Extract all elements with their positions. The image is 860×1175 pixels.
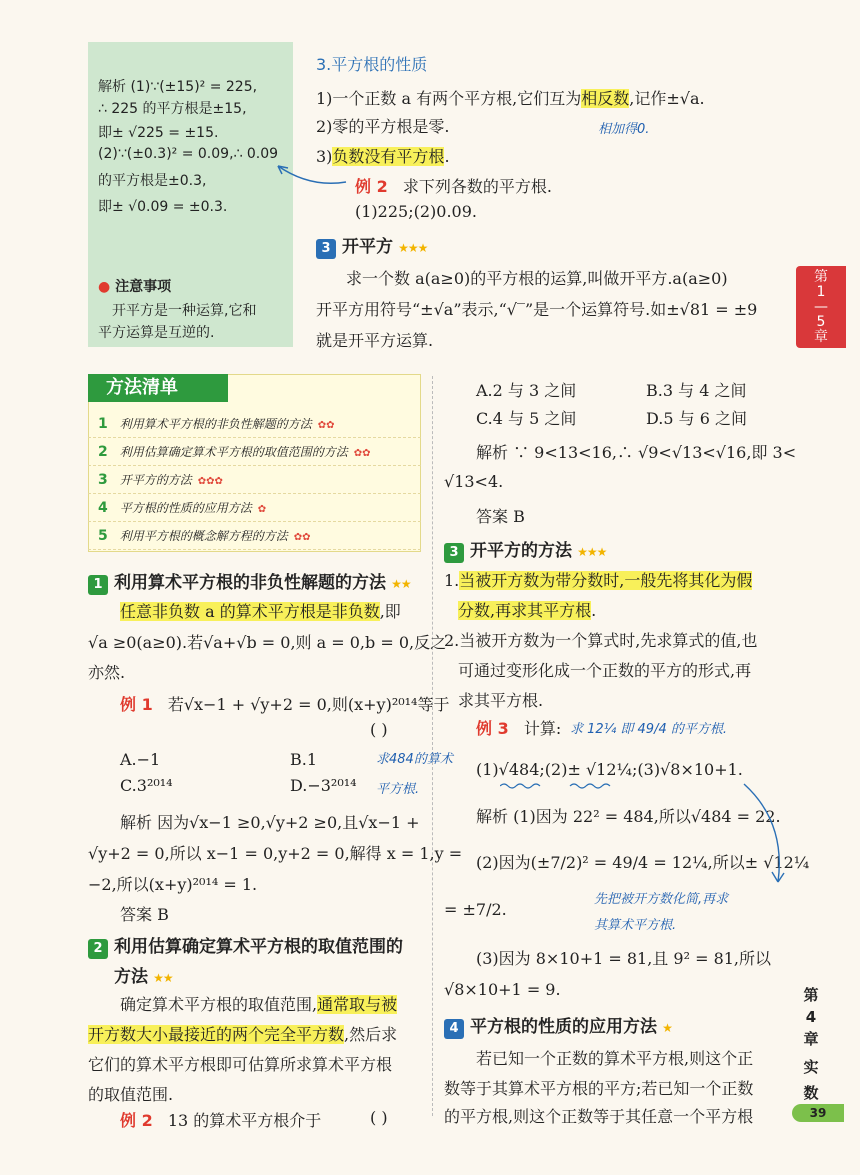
- section-2-title-2: 方法: [114, 967, 148, 987]
- r-option-a: A.2 与 3 之间: [476, 381, 577, 400]
- handwritten-note-6: 其算术平方根.: [594, 918, 677, 933]
- property-1-text: 1)一个正数 a 有两个平方根,它们互为: [316, 89, 582, 108]
- property-1-highlight: 相反数: [581, 89, 630, 108]
- section-4-badge: 4: [444, 1019, 464, 1039]
- note-title: [98, 276, 171, 296]
- r-sol-e: √8×10+1 = 9.: [444, 980, 561, 999]
- example-label: 例 2: [355, 177, 388, 196]
- method-list-item: [88, 494, 421, 522]
- method-list-text: 利用算术平方根的非负性解题的方法: [119, 417, 312, 431]
- property-3: 3)负数没有平方根.: [316, 147, 450, 166]
- method-list-stars: ✿✿: [317, 420, 335, 431]
- solution-1-line-1: 解析 因为√x−1 ≥0,√y+2 ≥0,且√x−1 +: [120, 813, 420, 832]
- note-line-1: 开平方是一种运算,它和: [112, 303, 257, 319]
- s1-line-3: 亦然.: [88, 663, 126, 682]
- s2-line-4: 的取值范围.: [88, 1085, 174, 1104]
- example-3-label: 例 3: [476, 719, 509, 738]
- example-2-label: 例 2: [120, 1111, 153, 1130]
- section-4-heading: [444, 1012, 672, 1039]
- note-line-2: 平方运算是互逆的.: [98, 325, 215, 341]
- method-list-stars: ✿: [257, 504, 267, 515]
- section-1-heading: [88, 568, 411, 595]
- s2-line-2: [88, 1022, 397, 1045]
- s2-text-a: 确定算术平方根的取值范围,: [120, 995, 318, 1014]
- method-2-line-2: 可通过变形化成一个正数的平方的形式,再: [458, 661, 752, 680]
- example-2-text: 13 的算术平方根介于: [167, 1111, 322, 1130]
- handwritten-note-4: 求 12¼ 即 49/4 的平方根.: [570, 722, 727, 737]
- curved-arrow-icon: [740, 782, 790, 892]
- handwritten-note-1: 相加得0.: [598, 122, 650, 137]
- chapter-tab-3: —: [814, 299, 828, 315]
- example-text: 求下列各数的平方根.: [402, 177, 552, 196]
- s2-line-3: 它们的算术平方根即可估算所求算术平方根: [88, 1055, 393, 1074]
- example-1-label: 例 1: [120, 695, 153, 714]
- example-2-top: [355, 174, 552, 197]
- section-3-title: 开平方的方法: [470, 541, 572, 561]
- handwritten-note-5: 先把被开方数化简,再求: [594, 892, 729, 907]
- method-list-text: 利用估算确定算术平方根的取值范围的方法: [119, 445, 348, 459]
- method-1-highlight: 当被开方数为带分数时,一般先将其化为假: [459, 571, 753, 590]
- method-list-text: 平方根的性质的应用方法: [119, 501, 252, 515]
- side-label-1: 第: [803, 986, 819, 1004]
- s4-line-2: 数等于其算术平方根的平方;若已知一个正数: [444, 1079, 754, 1098]
- chapter-tab-2: 1: [816, 284, 826, 300]
- solution-1-line-2: √y+2 = 0,所以 x−1 = 0,y+2 = 0,解得 x = 1,y =: [88, 844, 463, 863]
- method-2-line-3: 求其平方根.: [458, 691, 544, 710]
- para-3: 就是开平方运算.: [316, 331, 434, 350]
- method-list-number: 2: [98, 444, 108, 460]
- example-1-text: 若√x−1 + √y+2 = 0,则(x+y)²⁰¹⁴等于: [167, 695, 450, 714]
- side-label-5: 数: [803, 1084, 819, 1102]
- chapter-tab-5: 章: [814, 329, 828, 345]
- method-2-line-1: 2.当被开方数为一个算式时,先求算式的值,也: [444, 631, 758, 650]
- side-line-1: 解析 (1)∵(±15)² = 225,: [98, 79, 258, 95]
- method-list-text: 利用平方根的概念解方程的方法: [119, 529, 288, 543]
- side-line-2: ∴ 225 的平方根是±15,: [98, 101, 247, 117]
- r-option-c: C.4 与 5 之间: [476, 409, 577, 428]
- section-1-title: 利用算术平方根的非负性解题的方法: [114, 573, 386, 593]
- r-answer: 答案 B: [476, 507, 525, 526]
- para-1: 求一个数 a(a≥0)的平方根的运算,叫做开平方.a(a≥0): [346, 269, 728, 288]
- property-3-tail: .: [444, 147, 450, 166]
- example-3-items: (1)√484;(2)± √12¼;(3)√8×10+1.: [476, 760, 743, 779]
- option-c: C.3²⁰¹⁴: [120, 776, 173, 795]
- s2-line-1: [120, 992, 397, 1015]
- side-label-4: 实: [803, 1058, 819, 1076]
- example-3: [476, 716, 561, 739]
- chapter-tab[interactable]: [796, 266, 846, 348]
- star-icon: ★★★: [577, 545, 607, 559]
- methods-list: [88, 410, 421, 550]
- method-list-number: 1: [98, 416, 108, 432]
- s1-line-1: [120, 599, 401, 622]
- option-d: D.−3²⁰¹⁴: [290, 776, 357, 795]
- section-1-badge: 1: [88, 575, 108, 595]
- star-icon: ★★: [391, 577, 411, 591]
- property-1: [316, 86, 705, 109]
- section-3-badge: 3: [444, 543, 464, 563]
- star-icon: ★★: [153, 971, 173, 985]
- property-1-tail: ,记作±√a.: [629, 89, 705, 108]
- star-icon: ★★★: [398, 241, 428, 255]
- section-4-title: 平方根的性质的应用方法: [470, 1017, 657, 1037]
- r-option-b: B.3 与 4 之间: [646, 381, 747, 400]
- section-2-heading-2: [114, 962, 173, 987]
- chapter-tab-1: 第: [814, 269, 828, 285]
- r-option-d: D.5 与 6 之间: [646, 409, 747, 428]
- method-1-num: 1.: [444, 571, 460, 590]
- s4-line-1: 若已知一个正数的算术平方根,则这个正: [476, 1049, 754, 1068]
- para-2: 开平方用符号“±√a”表示,“√‾”是一个运算符号.如±√81 = ±9: [316, 300, 758, 319]
- s2-highlight-b: 开方数大小最接近的两个完全平方数: [88, 1025, 345, 1044]
- method-list-number: 4: [98, 500, 108, 516]
- section-number-badge: 3: [316, 239, 336, 259]
- s1-highlight: 任意非负数 a 的算术平方根是非负数: [120, 602, 380, 621]
- side-line-4: (2)∵(±0.3)² = 0.09,∴ 0.09: [98, 146, 279, 162]
- note-bullet-icon: ●: [98, 279, 111, 295]
- method-list-stars: ✿✿✿: [197, 476, 223, 487]
- option-a: A.−1: [120, 750, 161, 769]
- methods-title: 方法清单: [88, 374, 228, 402]
- method-list-stars: ✿✿: [293, 532, 311, 543]
- method-1-line-2: [458, 598, 596, 621]
- chapter-tab-4: 5: [816, 314, 826, 330]
- method-1-tail: .: [591, 601, 597, 620]
- example-3-text: 计算:: [523, 719, 562, 738]
- section-3-heading: [444, 536, 606, 563]
- note-title-text: 注意事项: [115, 279, 172, 295]
- method-1-line-1: [444, 568, 752, 591]
- s2-highlight-a: 通常取与被: [317, 995, 398, 1014]
- page-number: 39: [792, 1104, 844, 1122]
- wavy-underline-icon: [500, 782, 620, 790]
- property-2: 2)零的平方根是零.: [316, 117, 450, 136]
- r-sol-d: (3)因为 8×10+1 = 81,且 9² = 81,所以: [476, 949, 772, 968]
- r-sol-c: = ±7/2.: [444, 900, 507, 919]
- section-kaipingfang: [316, 232, 427, 259]
- answer-1: 答案 B: [120, 905, 169, 924]
- example-2-items: (1)225;(2)0.09.: [355, 202, 477, 221]
- method-list-number: 5: [98, 528, 108, 544]
- r-solution-1: 解析 ∵ 9<13<16,∴ √9<√13<√16,即 3<: [476, 443, 797, 462]
- chapter-side-label: [796, 984, 826, 1104]
- handwritten-note-3: 平方根.: [376, 782, 420, 797]
- method-list-item: [88, 410, 421, 438]
- r-sol-b: (2)因为(±7/2)² = 49/4 = 12¼,所以± √12¼: [476, 853, 810, 872]
- example-2: [120, 1108, 321, 1131]
- r-solution-2: √13<4.: [444, 472, 504, 491]
- side-line-5: 的平方根是±0.3,: [98, 173, 207, 189]
- method-list-item: [88, 466, 421, 494]
- method-list-stars: ✿✿: [353, 448, 371, 459]
- top-title: 3.平方根的性质: [316, 55, 428, 74]
- method-list-number: 3: [98, 472, 108, 488]
- handwritten-note-2: 求484的算术: [376, 752, 453, 767]
- solution-1-line-3: −2,所以(x+y)²⁰¹⁴ = 1.: [88, 875, 258, 894]
- column-divider: [432, 376, 433, 1116]
- r-sol-a: 解析 (1)因为 22² = 484,所以√484 = 22.: [476, 807, 781, 826]
- method-list-text: 开平方的方法: [119, 473, 192, 487]
- s1-line-2: √a ≥0(a≥0).若√a+√b = 0,则 a = 0,b = 0,反之: [88, 633, 447, 652]
- example-1: [120, 692, 449, 715]
- side-line-3: 即± √225 = ±15.: [98, 125, 219, 141]
- side-label-2: 4: [805, 1008, 817, 1026]
- example-2-paren: ( ): [370, 1108, 388, 1127]
- section-title: 开平方: [342, 237, 393, 257]
- section-2-heading: [88, 932, 403, 959]
- method-1-highlight-2: 分数,再求其平方根: [458, 601, 592, 620]
- s1-tail: ,即: [379, 602, 401, 621]
- section-2-badge: 2: [88, 939, 108, 959]
- s4-line-3: 的平方根,则这个正数等于其任意一个平方根: [444, 1107, 754, 1126]
- star-icon: ★: [662, 1021, 672, 1035]
- method-list-item: [88, 438, 421, 466]
- option-b: B.1: [290, 750, 318, 769]
- method-list-item: [88, 522, 421, 550]
- property-3-highlight: 负数没有平方根: [332, 147, 445, 166]
- s2-text-b: ,然后求: [344, 1025, 398, 1044]
- section-2-title: 利用估算确定算术平方根的取值范围的: [114, 937, 403, 957]
- side-line-6: 即± √0.09 = ±0.3.: [98, 199, 228, 215]
- side-label-3: 章: [803, 1030, 819, 1048]
- example-1-paren: ( ): [370, 720, 388, 739]
